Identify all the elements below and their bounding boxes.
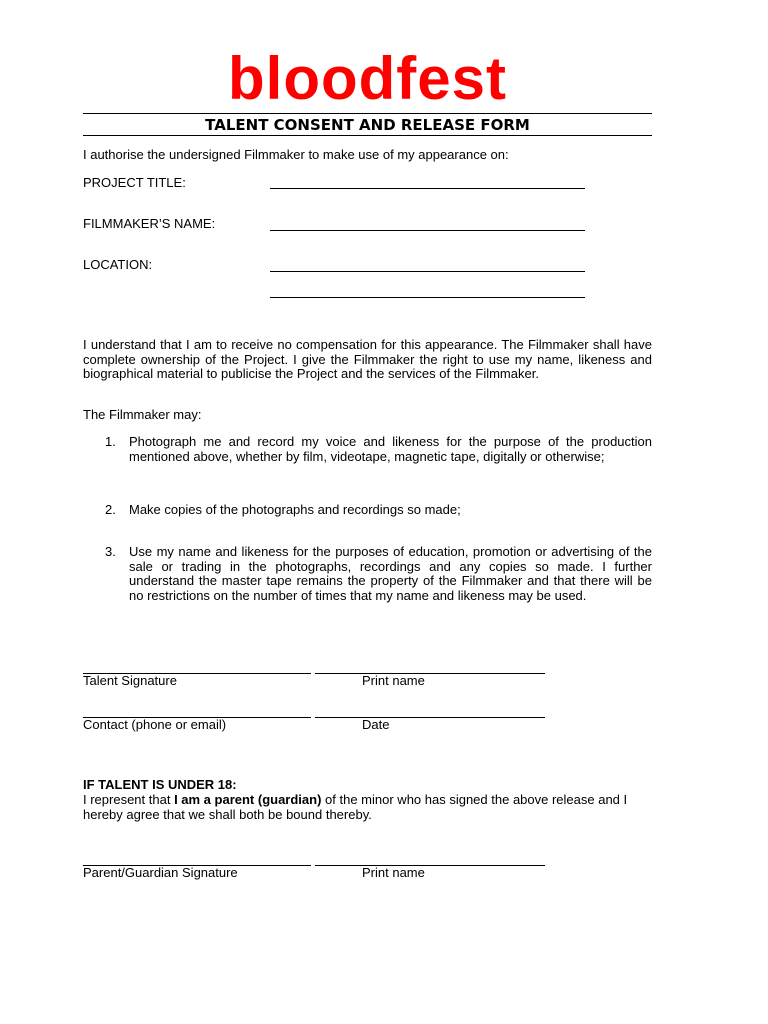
minor-paragraph	[83, 793, 652, 822]
list-item: Use my name and likeness for the purposes of education, promotion or advertising of the sale or trading in the photographs, recordings and any copies so made. I further understand the master tape remains the property of the Filmmaker and that there will be no restrictions on the number of times that my name and likeness may be used.	[129, 544, 652, 603]
intro-text: I authorise the undersigned Filmmaker to make use of my appearance on:	[83, 147, 509, 162]
filmmaker-name-line[interactable]	[270, 230, 585, 231]
location-line-2[interactable]	[270, 297, 585, 298]
minor-text-after: of the minor who has signed the above release and I hereby agree that we shall both be bound thereby.	[83, 792, 628, 822]
print-name-label: Print name	[362, 673, 425, 688]
filmmaker-may-text: The Filmmaker may:	[83, 407, 202, 422]
list-item-number: 2.	[105, 502, 116, 517]
project-title-line[interactable]	[270, 188, 585, 189]
list-item: Photograph me and record my voice and likeness for the purpose of the production mentioned above, whether by film, videotape, magnetic tape, digitally or otherwise;	[129, 434, 652, 464]
filmmaker-name-label: FILMMAKER’S NAME:	[83, 216, 216, 231]
guardian-print-name-label: Print name	[362, 865, 425, 880]
minor-heading: IF TALENT IS UNDER 18:	[83, 777, 237, 792]
contact-label: Contact (phone or email)	[83, 717, 227, 732]
guardian-print-name-line[interactable]	[315, 865, 545, 866]
location-label: LOCATION:	[83, 257, 153, 272]
minor-text-before: I represent that	[83, 792, 175, 807]
bloodfest-logo: bloodfest	[228, 45, 507, 112]
list-item-number: 3.	[105, 544, 116, 559]
talent-print-name-line[interactable]	[315, 673, 545, 674]
minor-text-bold: I am a parent (guardian)	[174, 792, 322, 807]
compensation-paragraph: I understand that I am to receive no compensation for this appearance. The Filmmaker shall have complete ownership of the Project. I give the Filmmaker the right to use my name, likeness and biographical material to publicise the Project and the services of the Filmmaker.	[83, 337, 652, 382]
location-line[interactable]	[270, 271, 585, 272]
release-form-page	[83, 0, 652, 1024]
project-title-label: PROJECT TITLE:	[83, 175, 186, 190]
title-rule-top	[83, 113, 652, 114]
list-item-number: 1.	[105, 434, 116, 449]
list-item: Make copies of the photographs and recordings so made;	[129, 502, 461, 517]
title-rule-bottom	[83, 135, 652, 136]
guardian-signature-label: Parent/Guardian Signature	[83, 865, 238, 880]
date-line[interactable]	[315, 717, 545, 718]
talent-signature-label: Talent Signature	[83, 673, 177, 688]
form-title: TALENT CONSENT AND RELEASE FORM	[205, 116, 530, 134]
date-label: Date	[362, 717, 390, 732]
